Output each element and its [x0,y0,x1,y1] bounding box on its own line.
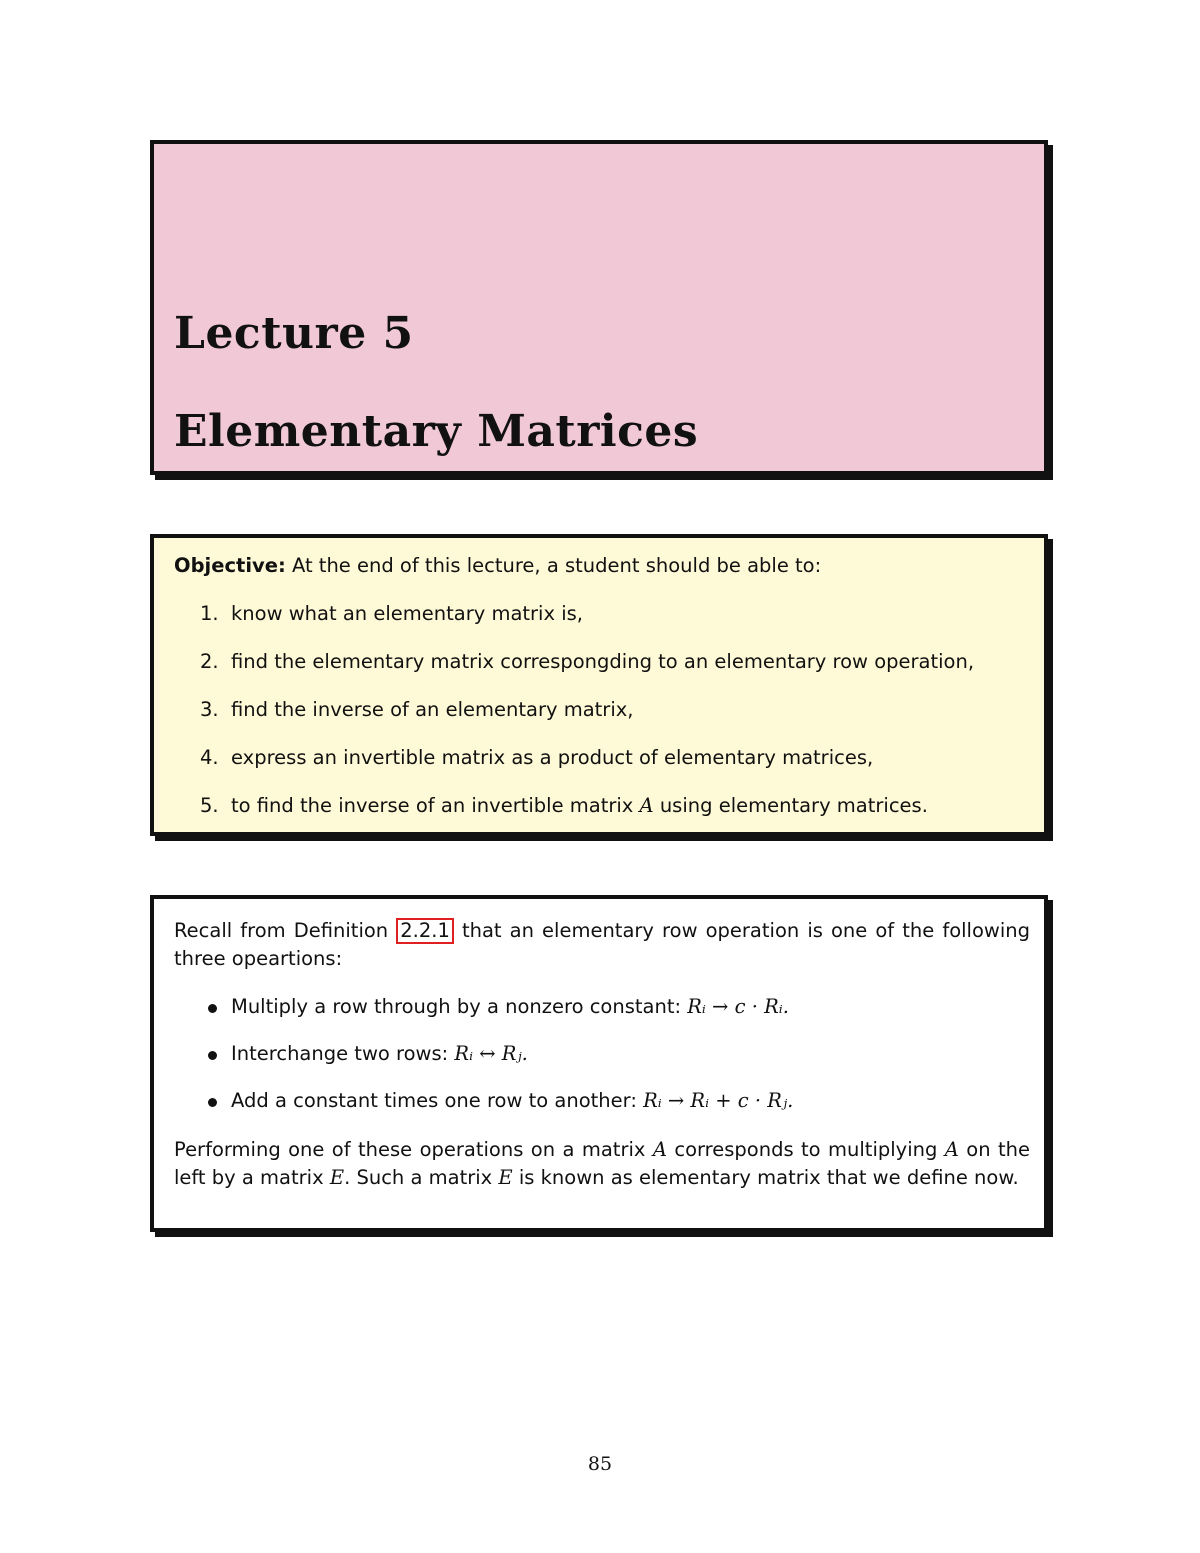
objective-item-text: express an invertible matrix as a product of elementary matrices, [231,746,874,769]
objective-intro-text: At the end of this lecture, a student should be able to: [291,554,822,577]
paragraph-text: is known as elementary matrix that we define now. [512,1166,1019,1189]
objective-item [174,600,974,648]
objective-item-text: find the inverse of an elementary matrix, [231,698,634,721]
paragraph-text: Performing one of these operations on a matrix [174,1138,653,1161]
math-variable: E [498,1166,513,1189]
bullet-icon [208,1098,217,1107]
row-operation-text: Interchange two rows: [231,1042,455,1065]
paragraph-text: on the left by a matrix [174,1138,1030,1189]
objective-item [174,792,974,840]
row-operation-list [174,993,793,1134]
lecture-title-box [150,140,1048,475]
row-operation-math: Rᵢ → c · Rᵢ. [687,995,789,1018]
recall-paragraph [174,917,1030,973]
objective-item [174,696,974,744]
paragraph-text: . Such a matrix [344,1166,499,1189]
row-operation-math: Rᵢ ↔ Rⱼ. [454,1042,528,1065]
bullet-icon [208,1004,217,1013]
math-variable: A [944,1138,959,1161]
objective-box [150,534,1048,836]
row-operation-item [174,993,793,1040]
objective-item-number: 4. [200,746,219,769]
lecture-title: Elementary Matrices [174,406,699,457]
lecture-number: Lecture 5 [174,308,414,359]
page-number: 85 [587,1453,613,1475]
objective-item-text: find the elementary matrix correspongding to an elementary row operation, [231,650,975,673]
objective-item-text: using elementary matrices. [653,794,928,817]
definition-reference-link[interactable]: 2.2.1 [396,918,454,944]
paragraph-text: corresponds to multiplying [666,1138,945,1161]
objective-item-number: 2. [200,650,219,673]
row-operation-math: Rᵢ → Rᵢ + c · Rⱼ. [643,1089,794,1112]
recall-box [150,895,1048,1232]
row-operation-item [174,1040,793,1087]
row-operation-text: Multiply a row through by a nonzero constant: [231,995,688,1018]
objective-item-number: 1. [200,602,219,625]
math-variable: A [639,794,654,817]
math-variable: E [329,1166,345,1189]
row-operation-text: Add a constant times one row to another: [231,1089,644,1112]
objective-item-text: know what an elementary matrix is, [231,602,583,625]
recall-text: that an elementary row operation is one of the following three opeartions: [174,919,1030,970]
bullet-icon [208,1051,217,1060]
objective-label: Objective: [174,554,286,577]
elementary-matrix-paragraph [174,1136,1030,1192]
objective-list [174,600,974,840]
recall-text: Recall from Definition [174,919,397,942]
objective-intro [174,552,821,580]
objective-item [174,648,974,696]
objective-item-text: to find the inverse of an invertible matrix [231,794,640,817]
objective-item [174,744,974,792]
row-operation-item [174,1087,793,1134]
objective-item-number: 5. [200,794,219,817]
math-variable: A [652,1138,667,1161]
objective-item-number: 3. [200,698,219,721]
